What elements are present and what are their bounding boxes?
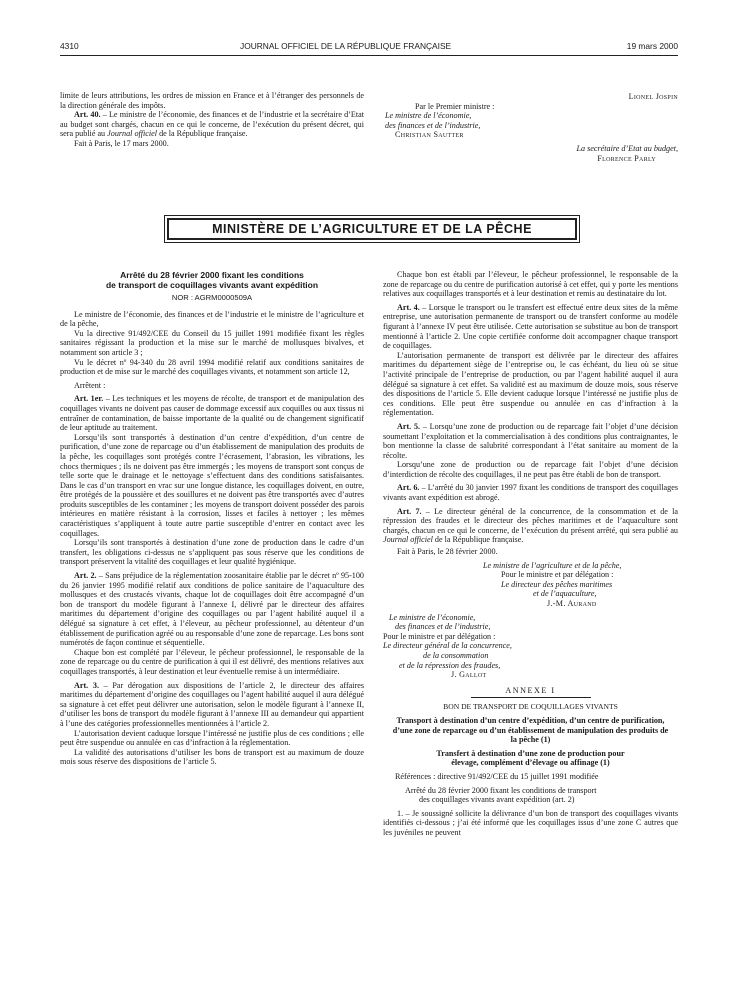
decree-title-line: de transport de coquillages vivants avant expédition: [105, 280, 319, 290]
signatory-name: Florence Parly: [597, 153, 656, 163]
decree-title-line: Arrêté du 28 février 2000 fixant les conditions: [120, 270, 304, 280]
paragraph: Lorsqu’une zone de production ou de reparcage fait l’objet d’une décision d’interdiction de récolte des coquillages, il ne peut pas être établi de bon de transport.: [383, 460, 678, 479]
director-title: et de la répression des fraudes,: [399, 660, 501, 670]
paragraph: Chaque bon est complété par l’éleveur, le pêcheur professionnel, le responsable de la zone de reparcage ou du centre de purification à qui il est délivré, des mentions relatives aux coquillages transportés, à leur destination et leur éventuelle remise à un intermédiaire.: [60, 647, 364, 676]
article-1: [60, 394, 364, 432]
paragraph: La validité des autorisations d’utiliser les bons de transport est au maximum de douze mois sous réserve des dispositions de l’article 5.: [60, 747, 364, 767]
article-text: – Lorsqu’une zone de production ou de reparcage fait l’objet d’une décision soumettant l’exploitation et la commercialisation à des conditions plus contraignantes, le bon mentionne la classe de salubrité correspondant à l’état sanitaire au moment de la récolte.: [383, 421, 678, 460]
date-line: Fait à Paris, le 17 mars 2000.: [74, 138, 169, 148]
top-right-signatures: [385, 92, 678, 163]
annex-option-2: Transfert à destination d’une zone de production pour élevage, complément d’élevage ou affinage (1): [436, 748, 625, 768]
director-title: et de l’aquaculture,: [533, 589, 597, 599]
reference-line: des coquillages vivants avant expédition (art. 2): [419, 795, 575, 805]
paragraph: L’autorisation devient caduque lorsque l’intéressé ne justifie plus de ces conditions ; elle peut être suspendue ou annulée en cas d’infraction à la réglementation.: [60, 728, 364, 748]
article-4: [383, 303, 678, 351]
minister-title: des finances et de l’industrie,: [385, 120, 481, 130]
article-6: [383, 483, 678, 502]
visa: Vu la directive 91/492/CEE du Conseil du 15 juillet 1991 modifiée fixant les règles sanitaires régissant la production et la mise sur le marché de mollusques bivalves, et notamment son article 3 ;: [60, 328, 364, 357]
running-header: [60, 41, 678, 56]
signature-block-1: [383, 561, 678, 609]
annex-title: BON DE TRANSPORT DE COQUILLAGES VIVANTS: [443, 702, 618, 712]
article-text-end: de la République française.: [432, 535, 524, 545]
minister-title: Le ministre de l’agriculture et de la pêche,: [483, 560, 622, 570]
nor-reference: NOR : AGRM0000509A: [171, 293, 253, 302]
director-title: Le directeur général de la concurrence,: [383, 641, 512, 651]
article-text: – Par dérogation aux dispositions de l’article 2, le directeur des affaires maritimes du département d’origine des coquillages ou l’agent habilité auquel il aura délégué sa signature à cet effet peut délivrer une autorisation, selon le modèle figurant à l’annexe II, d’utiliser les bons de transport du modèle figurant à l’annexe III au demandeur qui appartient à l’une des catégories professionnelles mentionnées à l’article 2.: [60, 680, 364, 728]
article-text: – Sans préjudice de la réglementation zoosanitaire établie par le décret nº 95-100 du 26 janvier 1995 modifié relatif aux conditions de police sanitaire de l’aquaculture des mollusques et des crustacés vivants, chaque lot de coquillages doit être accompagné d’un bon de transport du modèle figurant à l’annexe I, délivré par le directeur des affaires maritimes du département d’origine des coquillages ou par l’agent habilité auquel il a délégué sa signature à cet effet, à l’éleveur, au pêcheur professionnel, au détenteur d’un établissement de purification agréé ou au responsable d’une zone de reparcage. Les bons sont numérotés de façon continue et séquentielle.: [60, 571, 364, 648]
article-text: – Les techniques et les moyens de récolte, de transport et de manipulation des coquillages vivants ne doivent pas causer de dommage excessif aux coquilles ou aux tissus ni entraîner de contamination, de baisse importante de la qualité ou de changement significatif de leur aptitude au traitement.: [60, 394, 364, 433]
reference-line: Arrêté du 28 février 2000 fixant les conditions de transport: [405, 785, 597, 795]
paragraph: Chaque bon est établi par l’éleveur, le pêcheur professionnel, le responsable de la zone de reparcage ou du centre de purification autorisé à cet effet, qui y porte les mentions relatives aux coquillages transportés et à leur destination et remis au destinataire du lot.: [383, 270, 678, 299]
by-line: Pour le ministre et par délégation :: [383, 631, 496, 641]
signature-block-2: [383, 613, 678, 680]
ministry-heading: MINISTÈRE DE L’AGRICULTURE ET DE LA PÊCHE: [167, 218, 577, 240]
signatory-name: J.-M. Aurand: [547, 599, 597, 608]
references: Références : directive 91/492/CEE du 15 juillet 1991 modifiée: [395, 771, 599, 781]
article-lead: Art. 5.: [397, 421, 421, 431]
article-text: – Lorsque le transport ou le transfert est effectué entre deux sites de la même entreprise, une autorisation permanente de transport ou de transfert conforme au modèle figurant à l’annexe IV peut être utilisée. Cette autorisation se substitue au bon de transport mentionné à l’article 2. Une copie certifiée conforme doit accompagner chaque transport de coquillages.: [383, 302, 678, 351]
top-left-block: [60, 91, 364, 149]
signatory-name: J. Gallot: [451, 670, 487, 680]
article-3: [60, 681, 364, 729]
paragraph: Lorsqu’ils sont transportés à destination d’une zone de production dans le cadre d’un transfert, les obligations ci-dessus ne s’appliquent pas sous réserve que les conditions de transport préservent la vitalité des coquillages et leur qualité hygiénique.: [60, 538, 364, 567]
paragraph: Lorsqu’ils sont transportés à destination d’un centre d’expédition, d’un centre de purification, d’une zone de reparcage ou d’un établissement de manipulation des produits de la pêche, les coquillages sont protégés contre l’écrasement, l’abrasion, les vibrations, les chocs thermiques ; ils ne doivent pas être immergés ; les moyens de transport sont conçus de telle sorte que le drainage et le nettoyage s’effectuent dans des conditions satisfaisantes. Dans le cas d’un transport en vrac sur une longue distance, les coquillages doivent, en outre, être protégés de la poussière et des souillures et ne doivent pas être transportés avec d’autres produits susceptibles de les contaminer ; les moyens de transport doivent posséder des parois intérieures en matière résistant à la corrosion, lisses et faciles à nettoyer ; les mêmes caractéristiques s’appliquent à toute autre partie susceptible d’entrer en contact avec les coquillages.: [60, 432, 364, 538]
article-2: [60, 571, 364, 648]
journal-title: JOURNAL OFFICIEL DE LA RÉPUBLIQUE FRANÇAISE: [240, 41, 452, 51]
article-lead: Art. 7.: [397, 506, 422, 516]
annex-option-1: Transport à destination d’un centre d’expédition, d’un centre de purification, d’une zone de reparcage ou d’un établissement de manipulation des produits de la pêche (1): [392, 715, 669, 745]
arretent: Arrêtent :: [74, 380, 106, 390]
article-lead: Art. 4.: [397, 302, 420, 312]
article-lead: Art. 1er.: [74, 394, 104, 404]
ministry-heading-box: [164, 215, 580, 243]
annex-separator: [471, 697, 591, 698]
article-text: – Le ministre de l’économie, des finances et de l’industrie et la secrétaire d’Etat au budget sont chargés, chacun en ce qui le concerne, de l’exécution du présent décret, qui sera publié au: [60, 110, 364, 139]
article-40: [60, 110, 364, 139]
article-lead: Art. 40.: [74, 110, 101, 120]
page-number: 4310: [60, 41, 79, 51]
signatory-name: Christian Sautter: [395, 130, 464, 140]
article-7: [383, 507, 678, 545]
form-paragraph: 1. – Je soussigné sollicite la délivrance d’un bon de transport des coquillages vivants identifiés ci-dessous ; j’ai été informé que les coquillages issus d’une zone C autres que les juvéniles ne peuvent: [383, 808, 678, 837]
minister-title: Le ministre de l’économie,: [389, 612, 476, 622]
visa: Vu le décret nº 94-340 du 28 avril 1994 modifié relatif aux conditions sanitaires de production et de mise sur le marché des coquillages vivants, et notamment son article 12,: [60, 357, 364, 377]
director-title: Le directeur des pêches maritimes: [501, 579, 613, 589]
paragraph: L’autorisation permanente de transport est délivrée par le directeur des affaires maritimes du département siège de l’entreprise ou, le cas échéant, du lieu où se situe l’activité principale de l’entreprise de production, ou par l’agent habilité auquel il aura délégué sa signature à cet effet. Sa validité est au maximum de douze mois, sous réserve des dispositions de l’article 5. Elle devient caduque lorsque l’intéressé ne justifie plus de ces conditions. Elle peut être suspendue ou annulée en cas d’infraction à la réglementation.: [383, 350, 678, 418]
annex-heading: ANNEXE I: [505, 685, 556, 695]
director-title: de la consommation: [423, 650, 489, 660]
journal-ref: Journal officiel: [383, 535, 433, 545]
article-text: – Le directeur général de la concurrence, de la consommation et de la répression des fraudes et le directeur des pêches maritimes et de l’aquaculture sont chargés, chacun en ce qui le concerne, de l’exécution du présent arrêté, qui sera publié au: [383, 506, 678, 535]
preamble: Le ministre de l’économie, des finances et de l’industrie et le ministre de l’agriculture et de la pêche,: [60, 309, 364, 329]
article-text-end: de la République française.: [157, 129, 248, 139]
minister-title: Le ministre de l’économie,: [385, 111, 472, 121]
article-5: [383, 422, 678, 460]
date-line: Fait à Paris, le 28 février 2000.: [397, 547, 498, 557]
journal-ref: Journal officiel: [107, 129, 158, 139]
by-line: Pour le ministre et par délégation :: [501, 570, 614, 580]
article-lead: Art. 6.: [397, 483, 420, 493]
secretary-title: La secrétaire d’Etat au budget,: [576, 143, 678, 153]
article-lead: Art. 2.: [74, 571, 97, 581]
signatory-name: Lionel Jospin: [628, 92, 678, 101]
paragraph: limite de leurs attributions, les ordres de mission en France et à l’étranger des personnels de la direction générale des impôts.: [60, 91, 364, 110]
article-text: – L’arrêté du 30 janvier 1997 fixant les conditions de transport des coquillages vivants avant expédition est abrogé.: [383, 483, 678, 503]
issue-date: 19 mars 2000: [626, 41, 678, 51]
right-column: [383, 270, 678, 837]
left-column: [60, 270, 364, 767]
decree-title: [60, 270, 364, 290]
by-line: Par le Premier ministre :: [415, 101, 495, 111]
minister-title: des finances et de l’industrie,: [395, 622, 491, 632]
article-lead: Art. 3.: [74, 680, 99, 690]
